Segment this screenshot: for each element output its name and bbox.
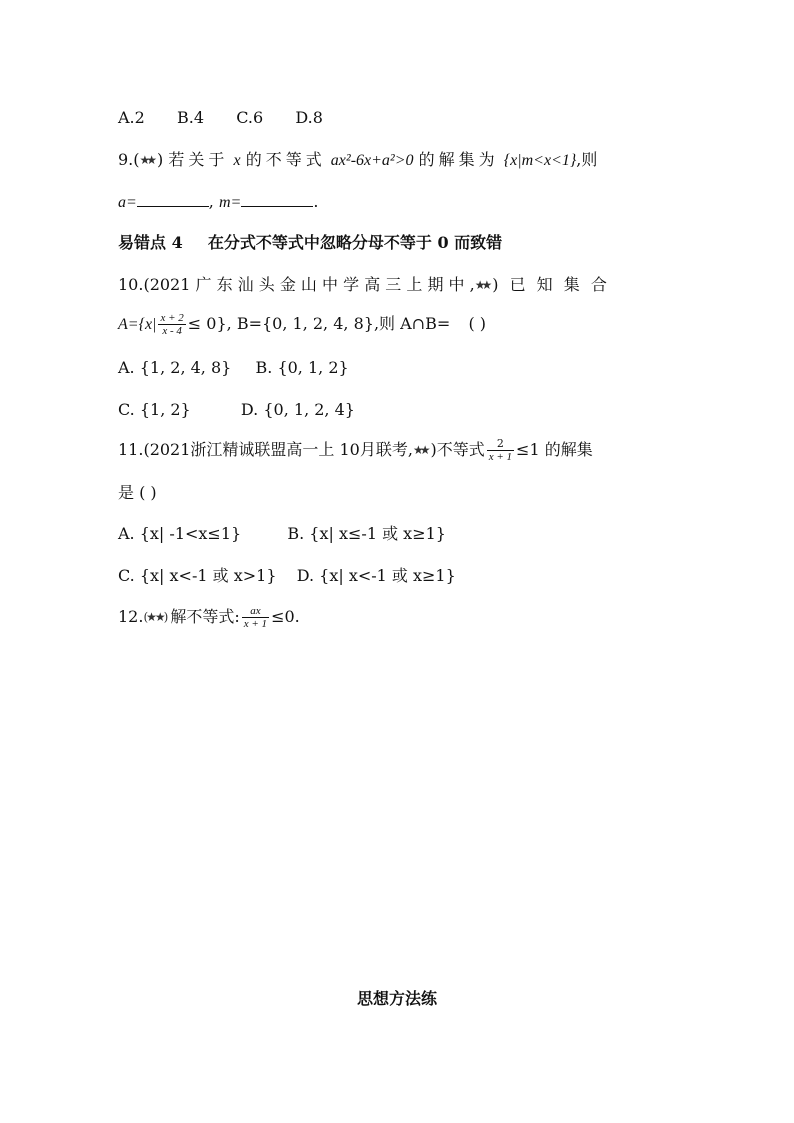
q11-number: 11. xyxy=(118,440,144,459)
q12-line xyxy=(118,604,300,630)
q10-frac-denominator: x - 4 xyxy=(162,325,182,337)
q10-line2 xyxy=(118,311,486,338)
q10-fraction xyxy=(158,312,185,337)
q12-text2: ≤0. xyxy=(271,607,300,626)
q10-frac-numerator: x + 2 xyxy=(160,312,184,324)
q11-options-row2 xyxy=(118,566,456,586)
q9-a-label: a= xyxy=(118,194,137,211)
q10-option-d: D. {0, 1, 2, 4} xyxy=(240,400,355,419)
q10-options-row2 xyxy=(118,400,355,420)
q8-option-c: C.6 xyxy=(236,108,264,127)
q9-m-label: m= xyxy=(218,194,242,211)
q9-period: . xyxy=(313,192,319,211)
q9-number: 9. xyxy=(118,150,134,169)
q11-frac-denominator: x + 1 xyxy=(488,451,513,463)
difficulty-stars-icon: ★★ xyxy=(139,153,154,167)
q11-text1: )不等式 xyxy=(430,440,485,459)
section-heading xyxy=(118,233,502,253)
q9-text2: 的不等式 xyxy=(245,150,326,169)
q10-set-close: ≤ 0} xyxy=(187,314,227,333)
q11-option-d: D. {x| x<-1 或 x≥1} xyxy=(296,566,456,585)
q10-option-b: B. {0, 1, 2} xyxy=(255,358,349,377)
q12-fraction xyxy=(242,605,269,630)
q11-option-c: C. {x| x<-1 或 x>1} xyxy=(118,566,277,585)
q9-text1: 若关于 xyxy=(168,150,229,169)
q11-text3: 是 ( ) xyxy=(118,483,157,502)
q12-frac-numerator: ax xyxy=(250,605,261,617)
q9-var-x: x xyxy=(233,152,241,169)
q11-options-row1 xyxy=(118,524,446,544)
q10-options-row1 xyxy=(118,358,349,378)
q9-line2: a= , m= . xyxy=(118,192,319,211)
q10-text1: ) 已 知 集 合 xyxy=(492,275,610,294)
q11-option-b: B. {x| x≤-1 或 x≥1} xyxy=(287,524,446,543)
section-title: 易错点 4 xyxy=(118,233,183,252)
q12-number: 12. xyxy=(118,607,144,626)
q9-answer-a-blank[interactable] xyxy=(137,192,209,207)
q9-line1: 9.(★★ ) 若关于 x 的不等式 ax²-6x+a²>0 的解集为 {x|m<x<1},则 xyxy=(118,150,598,169)
q8-option-d: D.8 xyxy=(295,108,323,127)
q11-line1 xyxy=(118,437,593,463)
q12-text1: 解不等式: xyxy=(170,607,240,626)
q11-text2: ≤1 的解集 xyxy=(516,440,593,459)
q9-inequality: ax²-6x+a²>0 xyxy=(330,152,414,169)
q10-source: (2021 广 东 汕 头 金 山 中 学 高 三 上 期 中 , xyxy=(143,275,475,294)
q10-set-open: {x| xyxy=(138,316,157,333)
q9-set: {x|m<x<1} xyxy=(503,152,577,169)
difficulty-stars-icon: ★★ xyxy=(474,278,489,292)
q8-options xyxy=(118,108,323,128)
q11-fraction xyxy=(487,438,514,463)
section-heading-thinking-methods: 思想方法练 xyxy=(356,989,437,1008)
q10-option-a: A. {1, 2, 4, 8} xyxy=(118,358,232,377)
difficulty-stars-icon: (★★) xyxy=(143,610,167,624)
q9-text4: ,则 xyxy=(576,150,598,169)
q11-option-a: A. {x| -1<x≤1} xyxy=(118,524,242,543)
q9-answer-m-blank[interactable] xyxy=(241,192,313,207)
q10-option-c: C. {1, 2} xyxy=(118,400,191,419)
q10-a-label: A= xyxy=(118,316,139,333)
q10-line1 xyxy=(118,275,610,295)
q11-line2 xyxy=(118,483,157,503)
q11-source: (2021浙江精诚联盟高一上 10月联考, xyxy=(143,440,413,459)
q11-frac-numerator: 2 xyxy=(496,437,504,450)
q8-option-a: A.2 xyxy=(118,108,145,127)
q10-answer-paren: ( ) xyxy=(468,314,487,333)
section-subtitle: 在分式不等式中忽略分母不等于 0 而致错 xyxy=(207,233,503,252)
q12-frac-denominator: x + 1 xyxy=(243,618,268,630)
difficulty-stars-icon: ★★ xyxy=(412,443,427,457)
q8-option-b: B.4 xyxy=(177,108,205,127)
q10-b-text: , B={0, 1, 2, 4, 8},则 A∩B= xyxy=(226,314,451,333)
q9-text3: 的解集为 xyxy=(418,150,499,169)
q10-number: 10. xyxy=(118,275,144,294)
